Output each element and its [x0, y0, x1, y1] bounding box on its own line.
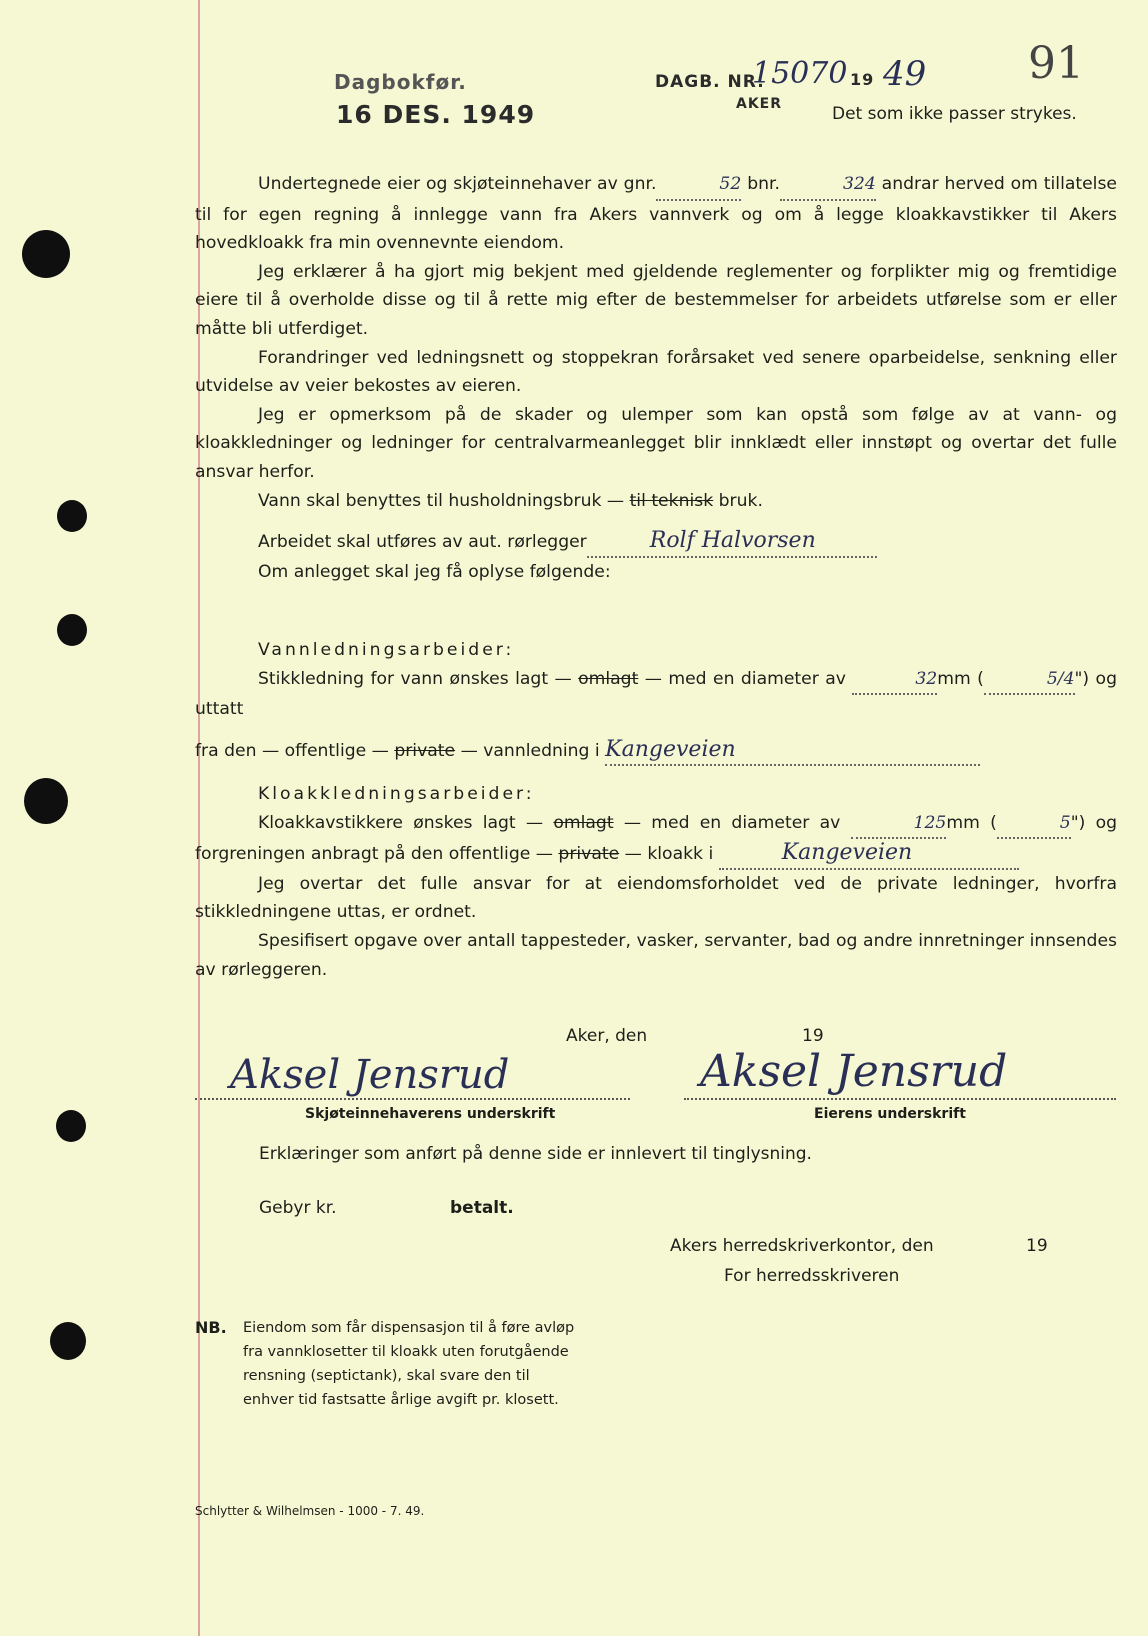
right-signature-caption: Eierens underskrift: [814, 1106, 966, 1122]
signature-line-left: [195, 1098, 630, 1100]
plumber-name: Rolf Halvorsen: [587, 527, 877, 558]
fee-label: Gebyr kr.: [259, 1198, 337, 1218]
page-number: 91: [1028, 38, 1084, 89]
gnr-value: 52: [656, 170, 741, 201]
strike-note: Det som ikke passer strykes.: [832, 104, 1077, 124]
punch-hole: [57, 614, 87, 646]
dagb-year-prefix: 19: [850, 70, 875, 89]
sewer-line: Kloakkavstikkere ønskes lagt — omlagt — med en diameter av 125mm ( 5") og forgreningen anbragt på den offentlige — private — kloakk i Kangeveien: [195, 809, 1117, 870]
left-signature-caption: Skjøteinnehaverens underskrift: [305, 1106, 556, 1122]
for-office: For herredsskriveren: [724, 1266, 900, 1286]
punch-hole: [22, 230, 70, 278]
paragraph-regulations: Jeg erklærer å ha gjort mig bekjent med gjeldende reglementer og forplikter mig og fremtidige eiere til å overholde disse og til å rette mig efter de bestemmelser for arbeidets utførelse som er eller måtte bli utferdiget.: [195, 261, 1117, 339]
sewer-diameter-mm: 125: [851, 809, 947, 840]
paragraph-damages: Jeg er opmerksom på de skader og ulemper som kan opstå som følge av at vann- og kloakkledninger og ledninger for centralvarmeanlegget blir innklædt eller innstøpt og overtar det fulle ansvar herfor.: [195, 404, 1117, 482]
paragraph-water-use: Vann skal benyttes til husholdningsbruk — til teknisk bruk.: [258, 490, 763, 511]
nb-text: Eiendom som får dispensasjon til å føre avløp fra vannklosetter til kloakk uten forutgående rensning (septictank), skal svare den til enhver tid fastsatte årlige avgift pr. klosett.: [243, 1320, 575, 1408]
stamp-date: 16 DES. 1949: [336, 100, 536, 129]
dagbokfort-stamp: Dagbokfør.: [334, 70, 467, 94]
bnr-value: 324: [780, 170, 876, 201]
water-line-2: fra den — offentlige — private — vannledning i Kangeveien: [195, 736, 1117, 767]
paragraph-application: Undertegnede eier og skjøteinnehaver av gnr. 52 bnr. 324 andrar herved om tillatelse til for egen regning å innlegge vann fra Akers vannverk og om å legge kloakkavstikker til Akers hovedkloakk fra min ovennevnte eiendom.: [195, 170, 1117, 258]
water-heading: Vannledningsarbeider:: [258, 640, 515, 660]
paid-label: betalt.: [450, 1198, 514, 1218]
office-label: Akers herredskriverkontor, den: [670, 1236, 934, 1256]
paragraph-information: Om anlegget skal jeg få oplyse følgende:: [258, 561, 611, 582]
punch-hole: [50, 1322, 86, 1360]
punch-hole: [56, 1110, 86, 1142]
declaration: Erklæringer som anført på denne side er innlevert til tinglysning.: [259, 1144, 812, 1164]
nb-label: NB.: [195, 1318, 227, 1337]
water-road: Kangeveien: [605, 736, 980, 767]
signature-line-right: [684, 1098, 1116, 1100]
paragraph-specification: Spesifisert opgave over antall tappesteder, vasker, servanter, bad og andre innretninger innsendes av rørleggeren.: [195, 930, 1117, 980]
sewer-section: [195, 780, 1117, 984]
water-diameter-mm: 32: [852, 665, 937, 696]
owner-signature-left: Aksel Jensrud: [230, 1052, 510, 1098]
struck-technical: til teknisk: [629, 490, 714, 511]
punch-hole: [24, 778, 68, 824]
dagb-label: DAGB. NR.: [655, 72, 765, 92]
sewer-heading: Kloakkledningsarbeider:: [258, 784, 535, 804]
place-date: Aker, den: [566, 1026, 648, 1046]
water-section: [195, 636, 1117, 766]
punch-hole: [57, 500, 87, 532]
place-date-year: 19: [802, 1026, 824, 1046]
sewer-diameter-inch: 5: [997, 809, 1071, 840]
dagb-year: 49: [883, 54, 927, 94]
paragraph-plumber: Arbeidet skal utføres av aut. rørlegger Rolf Halvorsen: [195, 527, 1117, 558]
application-text: [195, 170, 1117, 586]
owner-signature-right: Aksel Jensrud: [700, 1046, 1008, 1097]
paragraph-ownership: Jeg overtar det fulle ansvar for at eiendomsforholdet ved de private ledninger, hvorfra stikkledningene uttas, er ordnet.: [195, 873, 1117, 923]
water-line: Stikkledning for vann ønskes lagt — omlagt — med en diameter av 32mm ( 5/4") og uttatt: [195, 665, 1117, 724]
printer-line: Schlytter & Wilhelmsen - 1000 - 7. 49.: [195, 1504, 425, 1518]
office-year: 19: [1026, 1236, 1048, 1256]
paragraph-roadwork: Forandringer ved ledningsnett og stoppekran forårsaket ved senere oparbeidelse, senkning eller utvidelse av veier bekostes av eieren.: [195, 347, 1117, 397]
dagb-number: 15070: [752, 56, 848, 91]
water-diameter-inch: 5/4: [984, 665, 1075, 696]
aker-stamp: AKER: [736, 96, 783, 112]
sewer-road: Kangeveien: [719, 839, 1019, 870]
